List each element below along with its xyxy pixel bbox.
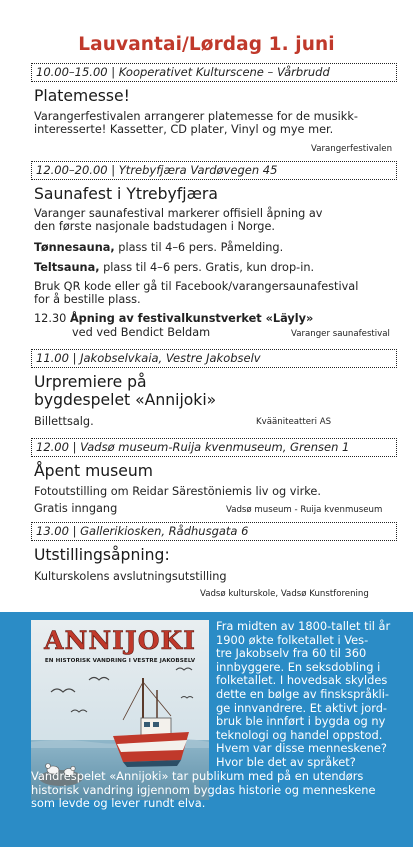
- event-desc-gallery: Kulturskolens avslutningsutstilling: [34, 570, 227, 583]
- event-desc-annijoki: Billettsalg.: [34, 415, 94, 428]
- info-bottom-text: Vandrespelet «Annijoki» tar publikum med på en utendørs historisk vandring igjennom bygdas historie og menneskene som levde og lever rundt elva.: [31, 769, 376, 811]
- event-tonnesauna: Tønnesauna, plass til 4–6 pers. Påmelding.: [34, 241, 284, 254]
- event-organizer-platemesse: Varangerfestivalen: [311, 144, 393, 154]
- event-organizer-annijoki: Kvääniteatteri AS: [256, 417, 332, 427]
- event-teltsauna: Teltsauna, plass til 4–6 pers. Gratis, kun drop-in.: [34, 261, 315, 274]
- event-intro-saunafest: Varanger saunafestival markerer offisiell åpning av den første nasjonale badstudagen i Norge.: [34, 207, 323, 234]
- event-heading-saunafest: Saunafest i Ytrebyfjæra: [34, 185, 218, 203]
- event-heading-platemesse: Platemesse!: [34, 87, 130, 105]
- event-time-gallery: 13.00 | Gallerikiosken, Rådhusgata 6: [31, 522, 397, 541]
- event-opening-by: ved ved Bendict Beldam: [72, 326, 211, 339]
- event-heading-annijoki: Urpremiere på bygdespelet «Annijoki»: [34, 373, 217, 409]
- event-organizer-museum: Vadsø museum - Ruija kvenmuseum: [226, 505, 383, 515]
- poster-subtitle: EN HISTORISK VANDRING I VESTRE JAKOBSELV: [44, 658, 196, 664]
- page-title: Lauvantai/Lørdag 1. juni: [78, 34, 335, 55]
- event-time-annijoki: 11.00 | Jakobselvkaia, Vestre Jakobselv: [31, 349, 397, 368]
- event-desc-platemesse: Varangerfestivalen arrangerer platemesse for de musikk- interesserte! Kassetter, CD plater, Vinyl og mye mer.: [34, 110, 358, 137]
- event-time-museum: 12.00 | Vadsø museum-Ruija kvenmuseum, Grensen 1: [31, 438, 397, 457]
- event-organizer-saunafest: Varanger saunafestival: [291, 329, 390, 339]
- event-desc-museum: Fotoutstilling om Reidar Särestöniemis liv og virke. Gratis inngang: [34, 485, 321, 516]
- event-organizer-gallery: Vadsø kulturskole, Vadsø Kunstforening: [200, 589, 369, 599]
- info-side-text: Fra midten av 1800-tallet til år 1900 økte folketallet i Ves- tre Jakobselv fra 60 til 360 innbyggere. En seksdobling i folketallet. I hovedsak skyldes dette en bølge av finskspråkli- ge innvandrere. Et aktivt jord- bruk ble innført i bygda og ny teknologi og handel oppstod. Hvem var disse menneskene? Hvor ble det av språket?: [216, 619, 391, 769]
- event-time-platemesse: 10.00–15.00 | Kooperativet Kulturscene – Vårbrudd: [31, 63, 397, 82]
- event-qr-info: Bruk QR kode eller gå til Facebook/varangersaunafestival for å bestille plass.: [34, 280, 359, 307]
- event-opening: 12.30 Åpning av festivalkunstverket «Läyly»: [34, 312, 314, 325]
- event-time-saunafest: 12.00–20.00 | Ytrebyfjæra Vardøvegen 45: [31, 161, 397, 180]
- poster-title: ANNIJOKI: [44, 626, 196, 655]
- event-heading-gallery: Utstillingsåpning:: [34, 546, 170, 564]
- event-heading-museum: Åpent museum: [34, 462, 153, 480]
